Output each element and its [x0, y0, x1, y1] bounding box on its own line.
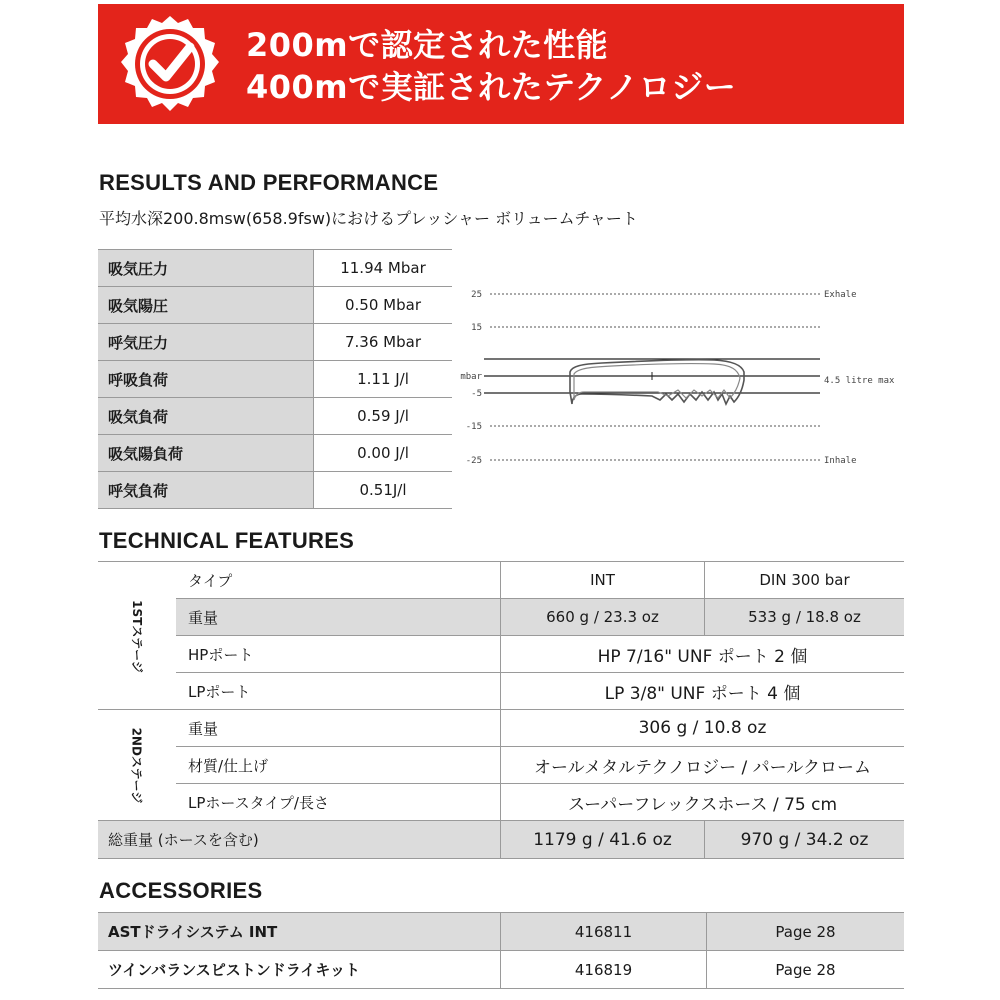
accessories-table — [98, 912, 904, 989]
accessory-name: ツインバランスピストンドライキット — [98, 951, 501, 989]
total-weight-int: 1179 g / 41.6 oz — [501, 821, 705, 859]
banner-line-2: 400mで実証されたテクノロジー — [246, 68, 737, 106]
table-row — [98, 784, 904, 821]
table-row — [98, 250, 452, 287]
y-tick-label: -15 — [465, 422, 482, 432]
table-row-total — [98, 821, 904, 859]
result-label: 吸気圧力 — [98, 250, 314, 287]
table-row — [98, 472, 452, 509]
result-label: 呼気圧力 — [98, 324, 314, 361]
technical-heading: TECHNICAL FEATURES — [99, 528, 355, 553]
stage1-label: 1STステージ — [129, 599, 144, 673]
inhale-label: Inhale — [824, 456, 857, 466]
feature-value-din: 533 g / 18.8 oz — [705, 599, 905, 636]
feature-value: HP 7/16" UNF ポート 2 個 — [501, 636, 905, 673]
feature-name: 材質/仕上げ — [176, 747, 501, 784]
check-badge-icon — [120, 14, 220, 114]
pressure-volume-chart — [452, 280, 922, 470]
max-volume-label: 4.5 litre max — [824, 376, 895, 386]
table-row — [98, 599, 904, 636]
y-tick-label: -5 — [471, 389, 482, 399]
result-label: 吸気負荷 — [98, 398, 314, 435]
result-value: 0.59 J/l — [314, 398, 453, 435]
table-row — [98, 398, 452, 435]
feature-value: オールメタルテクノロジー / パールクローム — [501, 747, 905, 784]
result-label: 呼気負荷 — [98, 472, 314, 509]
accessory-page: Page 28 — [707, 913, 905, 951]
table-row — [98, 562, 904, 599]
table-row — [98, 287, 452, 324]
feature-name: 重量 — [176, 710, 501, 747]
table-row — [98, 951, 904, 989]
total-weight-din: 970 g / 34.2 oz — [705, 821, 905, 859]
accessories-heading: ACCESSORIES — [99, 878, 263, 903]
result-value: 0.50 Mbar — [314, 287, 453, 324]
y-tick-label: 15 — [471, 323, 482, 333]
feature-value-int: INT — [501, 562, 705, 599]
header-banner — [98, 4, 904, 124]
results-subtitle: 平均水深200.8msw(658.9fsw)におけるプレッシャー ボリュームチャート — [99, 209, 638, 228]
table-row — [98, 361, 452, 398]
table-row — [98, 636, 904, 673]
table-row — [98, 673, 904, 710]
total-weight-label: 総重量 (ホースを含む) — [98, 821, 501, 859]
table-row — [98, 747, 904, 784]
result-label: 呼吸負荷 — [98, 361, 314, 398]
result-value: 1.11 J/l — [314, 361, 453, 398]
stage2-cell — [98, 710, 176, 821]
table-row — [98, 710, 904, 747]
table-row — [98, 913, 904, 951]
result-label: 吸気陽負荷 — [98, 435, 314, 472]
feature-value: LP 3/8" UNF ポート 4 個 — [501, 673, 905, 710]
y-tick-label: 25 — [471, 290, 482, 300]
result-value: 0.00 J/l — [314, 435, 453, 472]
banner-headline — [246, 24, 736, 108]
exhale-label: Exhale — [824, 290, 857, 300]
result-value: 11.94 Mbar — [314, 250, 453, 287]
feature-value-din: DIN 300 bar — [705, 562, 905, 599]
accessory-code: 416811 — [501, 913, 707, 951]
table-row — [98, 435, 452, 472]
table-row — [98, 324, 452, 361]
result-value: 0.51J/l — [314, 472, 453, 509]
accessory-page: Page 28 — [707, 951, 905, 989]
feature-name: 重量 — [176, 599, 501, 636]
feature-value: スーパーフレックスホース / 75 cm — [501, 784, 905, 821]
feature-name: LPホースタイプ/長さ — [176, 784, 501, 821]
result-value: 7.36 Mbar — [314, 324, 453, 361]
y-tick-label: -25 — [465, 456, 482, 466]
technical-table — [98, 561, 904, 859]
banner-line-1: 200mで認定された性能 — [246, 26, 609, 64]
accessory-code: 416819 — [501, 951, 707, 989]
results-heading: RESULTS AND PERFORMANCE — [99, 170, 439, 195]
result-label: 吸気陽圧 — [98, 287, 314, 324]
accessory-name: ASTドライシステム INT — [98, 913, 501, 951]
feature-name: タイプ — [176, 562, 501, 599]
stage2-label: 2NDステージ — [129, 727, 144, 804]
feature-value-int: 660 g / 23.3 oz — [501, 599, 705, 636]
y-axis-label: mbar — [460, 372, 482, 382]
feature-name: HPポート — [176, 636, 501, 673]
stage1-cell — [98, 562, 176, 710]
results-table — [98, 249, 452, 509]
feature-name: LPポート — [176, 673, 501, 710]
feature-value: 306 g / 10.8 oz — [501, 710, 905, 747]
